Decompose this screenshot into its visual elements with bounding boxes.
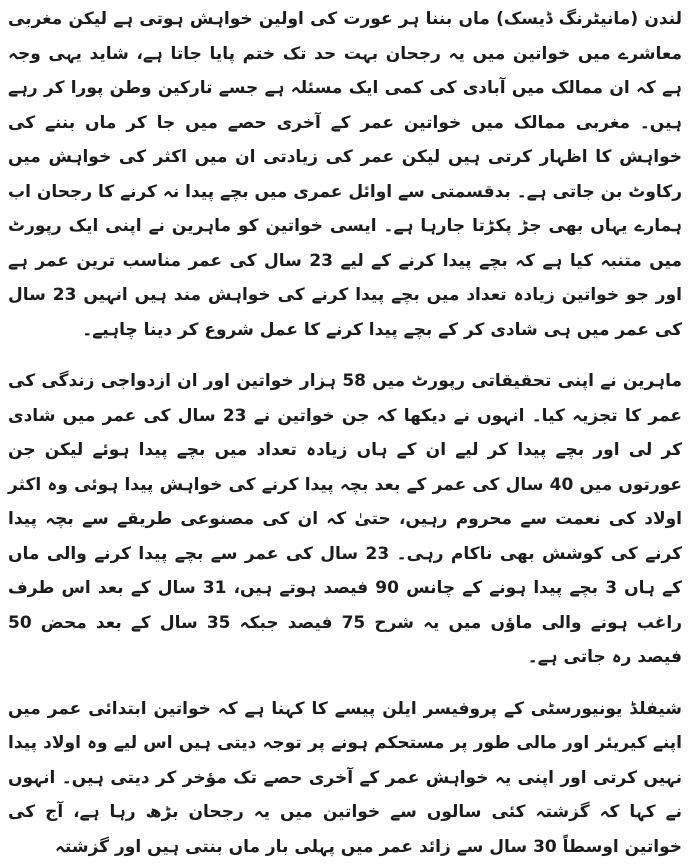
article-paragraph-3: شیفلڈ یونیورسٹی کے پروفیسر ایلن پیسے کا کہنا ہے کہ خواتین ابتدائی عمر میں اپنے کیریئر اور مالی طور پر مستحکم ہونے پر توجہ دیتی ہیں اس لیے وہ اولاد پیدا نہیں کرتی اور اپنی یہ خواہش عمر کے آخری حصے تک مؤخر کر دیتی ہیں۔ انہوں نے کہا کہ گزشتہ کئی سالوں سے خواتین میں یہ رجحان بڑھ رہا ہے، آج کی خواتین اوسطاً 30 سال سے زائد عمر میں پہلی بار ماں بنتی ہیں اور گزشتہ: [8, 692, 682, 864]
article-paragraph-1: لندن (مانیٹرنگ ڈیسک) ماں بننا ہر عورت کی اولین خواہش ہوتی ہے لیکن مغربی معاشرے میں خواتین میں یہ رجحان بہت حد تک ختم پایا جاتا ہے، شاید یہی وجہ ہے کہ ان ممالک میں آبادی کی کمی ایک مسئلہ ہے جسے تارکین وطن پورا کر رہے ہیں۔ مغربی ممالک میں خواتین عمر کے آخری حصے میں جا کر ماں بننے کی خواہش کا اظہار کرتی ہیں لیکن عمر کی زیادتی ان میں اکثر کی خواہش میں رکاوٹ بن جاتی ہے۔ بدقسمتی سے اوائل عمری میں بچے پیدا نہ کرنے کا رجحان اب ہمارے یہاں بھی جڑ پکڑتا جارہا ہے۔ ایسی خواتین کو ماہرین نے اپنی ایک رپورٹ میں متنبہ کیا ہے کہ بچے پیدا کرنے کے لیے 23 سال کی عمر مناسب ترین عمر ہے اور جو خواتین زیادہ تعداد میں بچے پیدا کرنے کی خواہش مند ہیں انہیں 23 سال کی عمر میں ہی شادی کر کے بچے پیدا کرنے کا عمل شروع کر دینا چاہیے۔: [8, 2, 682, 347]
article-paragraph-2: ماہرین نے اپنی تحقیقاتی رپورٹ میں 58 ہزار خواتین اور ان ازدواجی زندگی کی عمر کا تجزیہ کیا۔ انہوں نے دیکھا کہ جن خواتین نے 23 سال کی عمر میں شادی کر لی اور بچے پیدا کر لیے ان کے ہاں زیادہ تعداد میں بچے پیدا ہوئے لیکن جن عورتوں میں 40 سال کی عمر کے بعد بچہ پیدا کرنے کی خواہش پیدا ہوئی وہ اکثر اولاد کی نعمت سے محروم رہیں، حتیٰ کہ ان کی مصنوعی طریقے سے بچہ پیدا کرنے کی کوشش بھی ناکام رہی۔ 23 سال کی عمر سے بچے پیدا کرنے والی ماں کے ہاں 3 بچے پیدا ہونے کے چانس 90 فیصد ہوتے ہیں، 31 سال کے بعد اس طرف راغب ہونے والی ماؤں میں یہ شرح 75 فیصد جبکہ 35 سال کے بعد محض 50 فیصد رہ جاتی ہے۔: [8, 364, 682, 675]
